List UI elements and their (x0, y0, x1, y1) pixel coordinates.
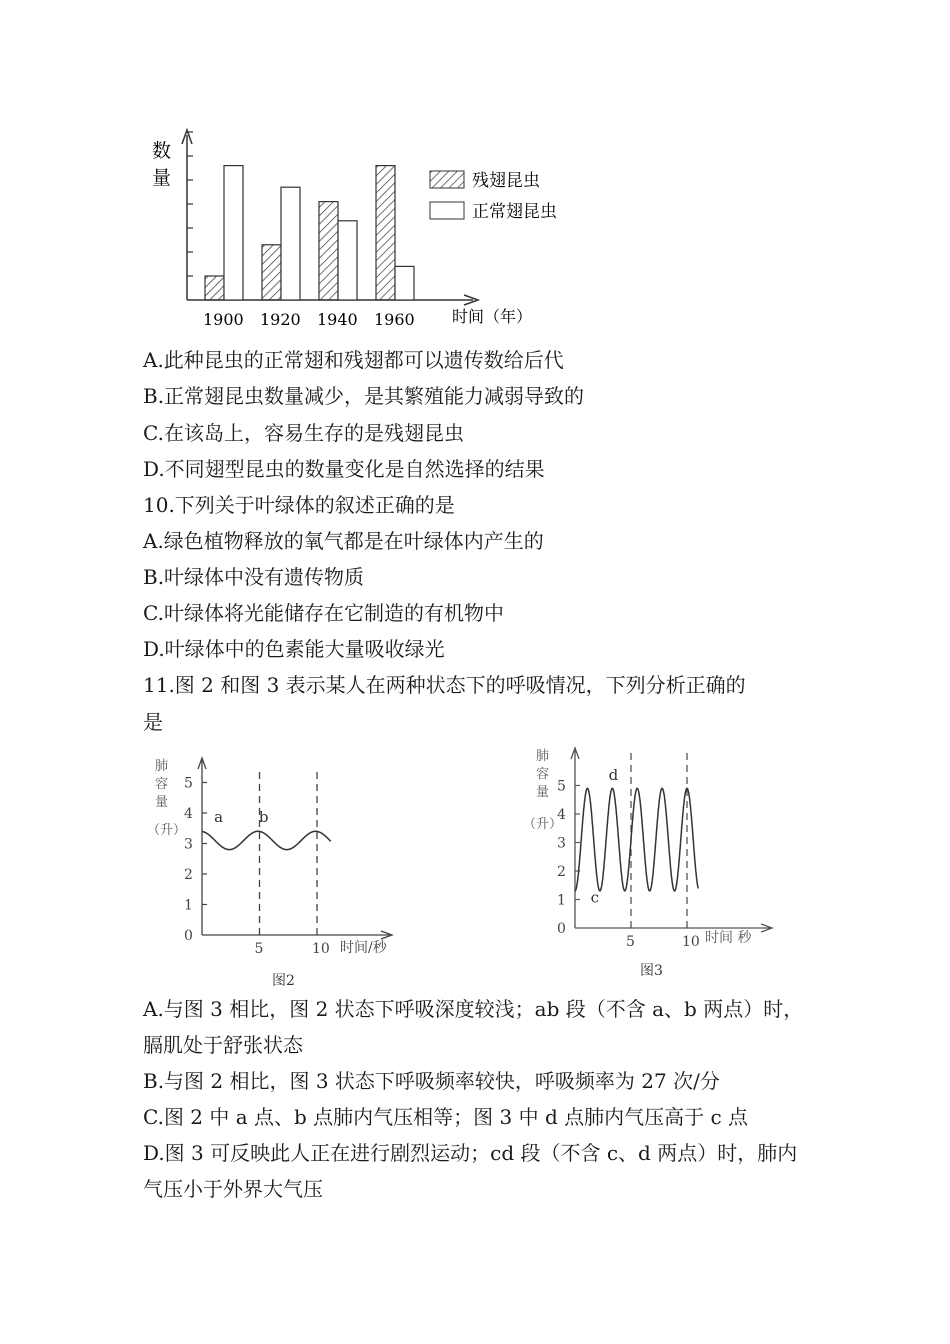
q11-option-c: C.图 2 中 a 点、b 点肺内气压相等；图 3 中 d 点肺内气压高于 c 点 (143, 1105, 749, 1129)
legend-swatch-vestigial (430, 171, 464, 188)
figure-3 (523, 748, 772, 979)
q11-option-d-cont: 气压小于外界大气压 (143, 1177, 323, 1201)
q10-option-d: D.叶绿体中的色素能大量吸收绿光 (143, 637, 445, 661)
fig3-xlabel: 时间 秒 (705, 930, 752, 946)
fig3-ylabel-unit: （升） (523, 817, 563, 832)
q10-stem: 10.下列关于叶绿体的叙述正确的是 (143, 493, 455, 517)
q11-option-a-cont: 膈肌处于舒张状态 (143, 1033, 303, 1057)
x-tick-label: 1960 (374, 310, 415, 329)
q10-option-b: B.叶绿体中没有遗传物质 (143, 565, 365, 589)
x-tick-label: 10 (682, 934, 700, 950)
y-tick-label: 3 (557, 835, 566, 852)
breathing-charts (0, 740, 950, 990)
x-tick-label: 10 (312, 941, 330, 957)
y-axis-label-2: 量 (152, 167, 172, 189)
x-tick-label: 5 (254, 941, 264, 957)
fig3-ylabel-2: 容 (536, 767, 550, 782)
bar-chart (0, 0, 950, 340)
y-axis-label-1: 数 (152, 140, 172, 162)
y-tick-label: 5 (184, 775, 193, 792)
fig2-xlabel: 时间/秒 (340, 940, 387, 956)
figure-2 (147, 758, 392, 989)
x-tick-label: 1940 (317, 310, 358, 329)
fig2-caption: 图2 (272, 973, 295, 989)
q9-option-c: C.在该岛上，容易生存的是残翅昆虫 (143, 421, 464, 445)
lung-volume-curve (575, 788, 698, 891)
point-label-b: b (258, 808, 269, 827)
bar-vestigial-1940 (319, 202, 338, 300)
bar-vestigial-1920 (262, 245, 281, 300)
bar-normal-1920 (281, 187, 300, 300)
legend-label-normal: 正常翅昆虫 (472, 202, 557, 222)
fig2-ylabel-unit: （升） (147, 823, 187, 838)
q9-option-b: B.正常翅昆虫数量减少，是其繁殖能力减弱导致的 (143, 384, 585, 408)
fig2-plot (184, 758, 392, 957)
y-tick-label: 1 (557, 892, 566, 909)
y-tick-label: 0 (184, 928, 193, 944)
y-tick-label: 2 (557, 864, 566, 880)
fig2-ylabel-2: 容 (155, 777, 169, 792)
q9-option-d: D.不同翅型昆虫的数量变化是自然选择的结果 (143, 457, 545, 481)
y-tick-label: 3 (184, 836, 193, 853)
q10-option-a: A.绿色植物释放的氧气都是在叶绿体内产生的 (143, 529, 544, 553)
q11-option-d: D.图 3 可反映此人正在进行剧烈运动；cd 段（不含 c、d 两点）时，肺内 (143, 1141, 798, 1165)
q11-stem-line1: 11.图 2 和图 3 表示某人在两种状态下的呼吸情况，下列分析正确的 (143, 673, 746, 697)
x-tick-label: 1900 (203, 310, 244, 329)
fig3-ylabel-3: 量 (536, 785, 550, 800)
y-tick-label: 4 (557, 807, 566, 823)
q11-option-a: A.与图 3 相比，图 2 状态下呼吸深度较浅；ab 段（不含 a、b 两点）时， (143, 997, 804, 1021)
bar-marks (205, 166, 414, 300)
legend-label-vestigial: 残翅昆虫 (472, 171, 540, 191)
y-tick-label: 4 (184, 806, 193, 822)
fig3-caption: 图3 (640, 963, 663, 979)
q10-option-c: C.叶绿体将光能储存在它制造的有机物中 (143, 601, 504, 625)
bar-vestigial-1900 (205, 276, 224, 300)
fig3-ylabel-1: 肺 (536, 749, 550, 764)
point-label-c: c (590, 888, 600, 907)
bar-normal-1960 (395, 266, 414, 300)
x-tick-label: 1920 (260, 310, 301, 329)
x-tick-label: 5 (626, 934, 635, 950)
bar-normal-1900 (224, 166, 243, 300)
y-tick-label: 2 (184, 867, 193, 883)
bar-vestigial-1960 (376, 166, 395, 300)
q11-option-b: B.与图 2 相比，图 3 状态下呼吸频率较快，呼吸频率为 27 次/分 (143, 1069, 720, 1093)
legend-swatch-normal (430, 202, 464, 219)
bar-tick-labels (203, 310, 415, 329)
fig3-plot (557, 748, 772, 950)
bar-normal-1940 (338, 221, 357, 300)
x-axis-label: 时间（年） (452, 307, 533, 326)
y-tick-label: 5 (557, 778, 566, 795)
lung-volume-curve (202, 831, 331, 849)
fig2-ylabel-1: 肺 (155, 759, 169, 774)
q11-stem-line2: 是 (143, 710, 163, 734)
fig2-ylabel-3: 量 (155, 795, 169, 810)
y-tick-label: 1 (184, 897, 193, 914)
point-label-d: d (608, 765, 619, 784)
point-label-a: a (214, 808, 224, 827)
q9-option-a: A.此种昆虫的正常翅和残翅都可以遗传数给后代 (143, 348, 564, 372)
y-tick-label: 0 (557, 921, 566, 937)
